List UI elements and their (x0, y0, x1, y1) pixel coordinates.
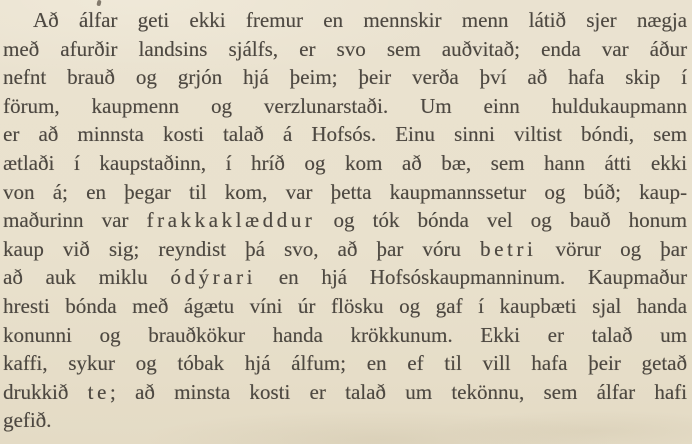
text-segment: hresti bónda með ágætu víni úr flösku og gaf í kaupbæti sjal handa (3, 293, 687, 318)
text-segment: að auk miklu (3, 265, 171, 290)
text-line (3, 178, 687, 207)
emphasized-word: betri (480, 236, 537, 261)
text-line (3, 206, 687, 235)
emphasized-word: te (87, 379, 110, 404)
text-line (3, 406, 687, 435)
paragraph (3, 6, 687, 435)
text-line (3, 235, 687, 264)
text-segment: von á; en þegar til kom, var þetta kaupmannssetur og búð; kaup- (3, 179, 687, 204)
text-segment: og tók bónda vel og bauð honum (315, 208, 688, 233)
text-line (3, 378, 687, 407)
emphasized-word: ódýrari (170, 265, 257, 290)
text-segment: er að minnsta kosti talað á Hofsós. Einu sinni viltist bóndi, sem (3, 122, 687, 147)
text-segment: kaup við sig; reyndist þá svo, að þar vóru (3, 236, 481, 261)
text-segment: förum, kaupmenn og verzlunarstaði. Um einn huldukaupmann (3, 93, 687, 118)
text-segment: Að álfar geti ekki fremur en mennskir menn látið sjer nægja (33, 8, 687, 32)
text-line (3, 321, 687, 350)
text-segment: en hjá Hofsóskaupmanninum. Kaupmaður (256, 265, 687, 290)
text-line (3, 149, 687, 178)
emphasized-word: frakkaklæddur (146, 208, 316, 233)
text-line (3, 92, 687, 121)
text-segment: kaffi, sykur og tóbak hjá álfum; en ef til vill hafa þeir getað (3, 351, 687, 376)
text-line (3, 292, 687, 321)
text-segment: drukkið (3, 379, 88, 404)
text-segment: konunni og brauðkökur handa krökkunum. Ekki er talað um (3, 322, 687, 347)
text-segment: nefnt brauð og grjón hjá þeim; þeir verða því að hafa skip í (3, 65, 687, 90)
text-segment: gefið. (3, 408, 52, 433)
text-line (3, 349, 687, 378)
text-segment: ; að minsta kosti er talað um tekönnu, sem álfar hafi (109, 379, 688, 404)
text-line (3, 6, 687, 35)
text-segment: maðurinn var (3, 208, 147, 233)
text-segment: ætlaði í kaupstaðinn, í hríð og kom að bæ, sem hann átti ekki (3, 150, 687, 175)
text-line (3, 263, 687, 292)
text-line (3, 35, 687, 64)
text-segment: vörur og þar (536, 236, 687, 261)
text-segment: með afurðir landsins sjálfs, er svo sem auðvitað; enda var áður (3, 36, 687, 61)
text-line (3, 120, 687, 149)
text-line (3, 63, 687, 92)
